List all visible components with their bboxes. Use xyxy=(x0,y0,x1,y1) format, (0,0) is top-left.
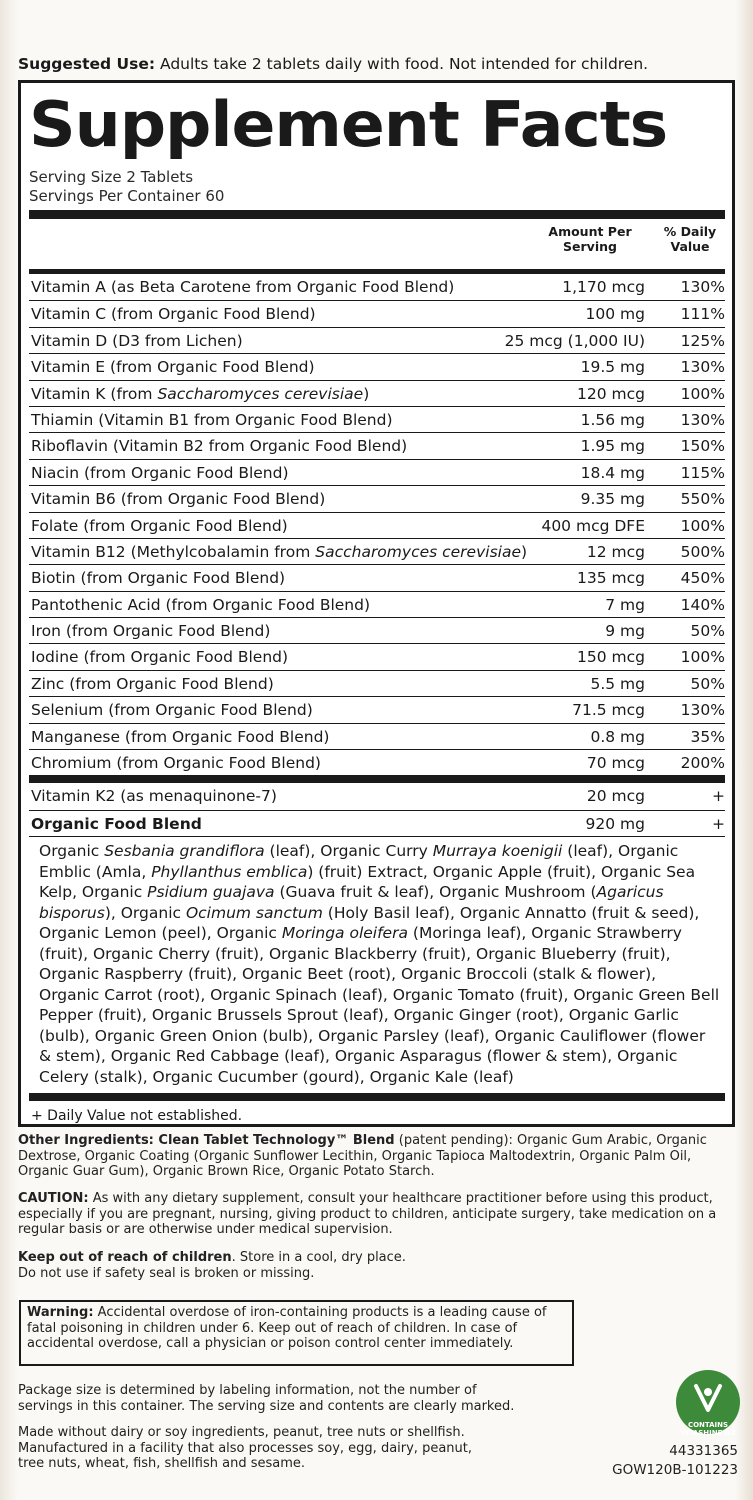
nutrient-amount: 1.95 mg xyxy=(580,437,645,456)
nutrient-row xyxy=(29,749,725,775)
nutrient-amount: 120 mcg xyxy=(577,384,645,403)
nutrient-row xyxy=(29,459,725,485)
nutrient-daily-value: 200% xyxy=(680,754,725,773)
suggested-use xyxy=(18,54,738,74)
nutrient-amount: 70 mcg xyxy=(586,754,645,773)
keep-out-notice xyxy=(18,1250,733,1281)
nutrient-name: Vitamin A (as Beta Carotene from Organic Food Blend) xyxy=(31,278,455,296)
nutrient-daily-value: 140% xyxy=(680,595,725,614)
nutrient-row xyxy=(29,617,725,643)
nutrient-name: Vitamin D (D3 from Lichen) xyxy=(31,331,243,350)
nutrient-name: Selenium (from Organic Food Blend) xyxy=(31,701,313,720)
nutrient-daily-value: 125% xyxy=(680,331,725,350)
nutrient-amount: 5.5 mg xyxy=(590,674,645,693)
nutrient-name: Zinc (from Organic Food Blend) xyxy=(31,674,274,693)
nutrient-list xyxy=(29,274,725,775)
serving-info xyxy=(29,168,725,206)
other-ingredients-label: Other Ingredients: Clean Tablet Technology™ Blend xyxy=(18,1133,395,1148)
nutrient-amount: 100 mg xyxy=(585,305,645,324)
amount-header: Amount Per Serving xyxy=(548,224,632,254)
nutrient-name: Chromium (from Organic Food Blend) xyxy=(31,754,321,773)
other-ingredients-text: (patent pending): Organic Gum Arabic, Organic Dextrose, Organic Coating (Organic Sunflower Lecithin, Organic Tapioca Maltodextrin, Organic Palm Oil, Organic Guar Gum), Organic Brown Rice, Organic Potato Starch. xyxy=(18,1133,707,1179)
nutrient-daily-value: 130% xyxy=(680,278,725,296)
nutrient-name: Riboflavin (Vitamin B2 from Organic Food Blend) xyxy=(31,437,408,456)
nutrient-row xyxy=(29,485,725,511)
daily-value-note: + Daily Value not established. xyxy=(31,1108,243,1125)
nutrient-name: Organic Food Blend xyxy=(31,814,202,833)
nutrient-name: Iodine (from Organic Food Blend) xyxy=(31,648,289,667)
nutrient-daily-value: 100% xyxy=(680,384,725,403)
divider-thick xyxy=(29,1093,725,1101)
nutrient-amount: 25 mcg (1,000 IU) xyxy=(504,331,645,350)
nutrient-daily-value: 150% xyxy=(680,437,725,456)
nutrient-daily-value: 130% xyxy=(680,410,725,429)
nutrient-name: Vitamin B6 (from Organic Food Blend) xyxy=(31,490,326,509)
seal-notice: Do not use if safety seal is broken or missing. xyxy=(18,1265,315,1281)
suggested-use-text: Adults take 2 tablets daily with food. Not intended for children. xyxy=(155,55,649,73)
nutrient-amount: 9 mg xyxy=(605,622,645,641)
nutrient-row xyxy=(29,723,725,749)
package-note: Package size is determined by labeling information, not the number of servings in this container. The serving size and contents are clearly marked. xyxy=(18,1383,515,1414)
nutrient-name: Thiamin (Vitamin B1 from Organic Food Blend) xyxy=(31,410,393,429)
nutrient-amount: 1.56 mg xyxy=(580,410,645,429)
allergen-note: Made without dairy or soy ingredients, peanut, tree nuts or shellfish. Manufactured in a facility that also processes soy, egg, dairy, peanut, tree nuts, wheat, fish, shellfish and sesame. xyxy=(18,1425,472,1471)
other-ingredients xyxy=(18,1133,733,1180)
nutrient-row xyxy=(29,432,725,458)
nutrient-row xyxy=(29,643,725,669)
keep-out-text: . Store in a cool, dry place. xyxy=(231,1250,406,1265)
servings-per-container: Servings Per Container 60 xyxy=(29,187,225,205)
iron-warning-box xyxy=(19,1300,574,1366)
nutrient-row xyxy=(29,538,725,564)
nutrient-daily-value: 50% xyxy=(690,622,725,641)
nutrient-daily-value: 35% xyxy=(690,727,725,746)
nutrient-row xyxy=(29,274,725,300)
nutrient-row xyxy=(29,327,725,353)
nutrient-name: Vitamin E (from Organic Food Blend) xyxy=(31,358,315,377)
divider-thick xyxy=(29,210,725,219)
nutrient-amount: 12 mcg xyxy=(586,542,645,561)
serving-size: Serving Size 2 Tablets xyxy=(29,168,194,186)
nutrient-daily-value: 50% xyxy=(690,674,725,693)
nutrient-row xyxy=(29,300,725,326)
nutrient-amount: 19.5 mg xyxy=(580,358,645,377)
nutrient-row xyxy=(29,783,725,809)
nutrient-amount: 400 mcg DFE xyxy=(541,516,645,535)
nutrient-amount: 0.8 mg xyxy=(590,727,645,746)
nutrient-row xyxy=(29,380,725,406)
caution-text: As with any dietary supplement, consult your healthcare practitioner before using this product, especially if you are pregnant, nursing, giving product to children, anticipate surgery, take medication on a regular basis or are otherwise under medical supervision. xyxy=(18,1191,717,1237)
badge-line2: VITASHINE D3 xyxy=(680,1429,736,1437)
nutrient-amount: 1,170 mcg xyxy=(562,278,645,296)
nutrient-daily-value: 550% xyxy=(680,490,725,509)
daily-value-header: % Daily Value xyxy=(663,224,717,254)
nutrient-row xyxy=(29,670,725,696)
caution xyxy=(18,1191,733,1238)
nutrient-daily-value: 500% xyxy=(680,542,725,561)
warning-label: Warning: xyxy=(27,1305,94,1320)
nutrient-daily-value: 450% xyxy=(680,569,725,588)
nutrient-name: Iron (from Organic Food Blend) xyxy=(31,622,271,641)
suggested-use-label: Suggested Use: xyxy=(18,55,156,73)
nutrient-name: Vitamin B12 (Methylcobalamin from Saccharomyces cerevisiae) xyxy=(31,542,528,561)
nutrient-name: Vitamin K (from Saccharomyces cerevisiae) xyxy=(31,384,370,403)
badge-label xyxy=(668,1421,748,1437)
nutrient-row xyxy=(29,696,725,722)
nutrient-daily-value: 100% xyxy=(680,648,725,667)
nutrient-amount: 920 mg xyxy=(585,814,645,833)
column-headers xyxy=(29,219,725,269)
nutrient-row xyxy=(29,591,725,617)
warning-text: Accidental overdose of iron-containing products is a leading cause of fatal poisoning in children under 6. Keep out of reach of children. In case of accidental overdose, call a physician or poison control center immediately. xyxy=(27,1305,547,1351)
nutrient-daily-value: + xyxy=(712,787,725,806)
extra-list xyxy=(29,783,725,836)
nutrient-amount: 71.5 mcg xyxy=(572,701,645,720)
nutrient-row xyxy=(29,810,725,836)
nutrient-name: Vitamin K2 (as menaquinone-7) xyxy=(31,787,277,806)
nutrient-amount: 20 mcg xyxy=(586,787,645,806)
nutrient-amount: 135 mcg xyxy=(577,569,645,588)
caution-label: CAUTION: xyxy=(18,1191,89,1206)
nutrient-daily-value: 100% xyxy=(680,516,725,535)
nutrient-daily-value: + xyxy=(712,814,725,833)
nutrient-daily-value: 130% xyxy=(680,358,725,377)
nutrient-name: Pantothenic Acid (from Organic Food Blend) xyxy=(31,595,371,614)
nutrient-daily-value: 111% xyxy=(680,305,725,324)
upc-code: 44331365 xyxy=(669,1443,738,1459)
lot-code: GOW120B-101223 xyxy=(612,1462,738,1478)
nutrient-amount: 7 mg xyxy=(605,595,645,614)
nutrient-daily-value: 130% xyxy=(680,701,725,720)
nutrient-name: Vitamin C (from Organic Food Blend) xyxy=(31,305,316,324)
nutrient-daily-value: 115% xyxy=(680,463,725,482)
nutrient-row xyxy=(29,512,725,538)
nutrient-name: Folate (from Organic Food Blend) xyxy=(31,516,288,535)
nutrient-row xyxy=(29,564,725,590)
nutrient-amount: 150 mcg xyxy=(577,648,645,667)
facts-title: Supplement Facts xyxy=(29,88,668,161)
nutrient-row xyxy=(29,406,725,432)
nutrient-row xyxy=(29,353,725,379)
food-blend-ingredients: Organic Sesbania grandiflora (leaf), Organic Curry Murraya koenigii (leaf), Organic Emblic (Amla, Phyllanthus emblica) (fruit) Extract, Organic Apple (fruit), Organic Sea Kelp, Organic Psidium guajava (Guava fruit & leaf), Organic Mushroom (Agaricus bisporus), Organic Ocimum sanctum (Holy Basil leaf), Organic Annatto (fruit & seed), Organic Lemon (peel), Organic Moringa oleifera (Moringa leaf), Organic Strawberry (fruit), Organic Cherry (fruit), Organic Blackberry (fruit), Organic Blueberry (fruit), Organic Raspberry (fruit), Organic Beet (root), Organic Broccoli (stalk & flower), Organic Carrot (root), Organic Spinach (leaf), Organic Tomato (fruit), Organic Green Bell Pepper (fruit), Organic Brussels Sprout (leaf), Organic Ginger (root), Organic Garlic (bulb), Organic Green Onion (bulb), Organic Parsley (leaf), Organic Cauliflower (flower & stem), Organic Red Cabbage (leaf), Organic Asparagus (flower & stem), Organic Celery (stalk), Organic Cucumber (gourd), Organic Kale (leaf) xyxy=(29,836,725,1093)
divider-thick xyxy=(29,775,725,783)
nutrient-amount: 18.4 mg xyxy=(580,463,645,482)
supplement-facts-panel xyxy=(18,80,735,1127)
nutrient-name: Biotin (from Organic Food Blend) xyxy=(31,569,286,588)
keep-out-label: Keep out of reach of children xyxy=(18,1250,232,1265)
nutrient-amount: 9.35 mg xyxy=(580,490,645,509)
nutrient-name: Manganese (from Organic Food Blend) xyxy=(31,727,330,746)
nutrient-name: Niacin (from Organic Food Blend) xyxy=(31,463,289,482)
badge-line1: CONTAINS xyxy=(687,1421,729,1429)
